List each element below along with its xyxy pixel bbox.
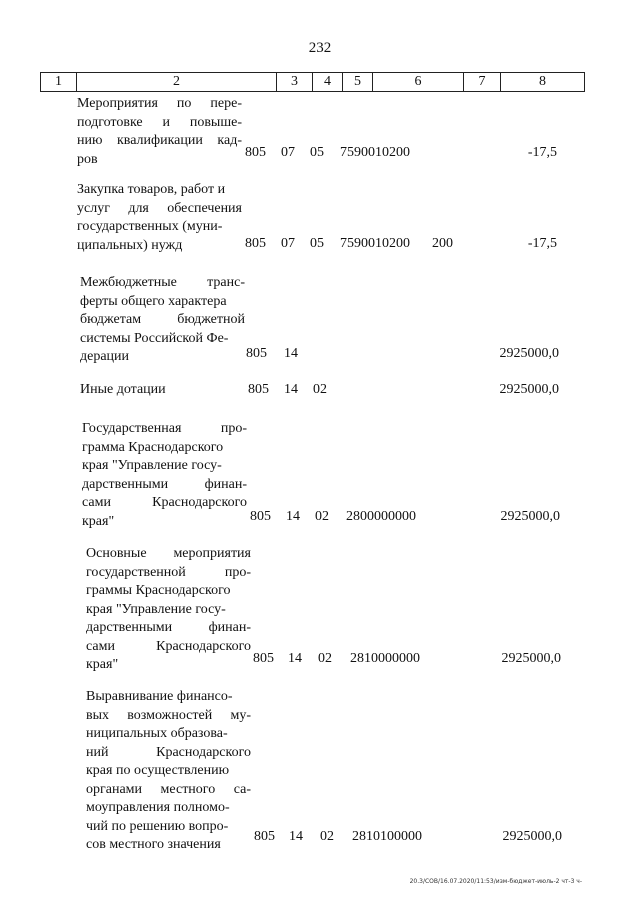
name-line: органами местного са- [86, 781, 251, 797]
cell-target-article: 2800000000 [346, 509, 416, 524]
cell-amount: 2925000,0 [499, 346, 559, 361]
header-col-2: 2 [77, 73, 277, 91]
cell-grbs: 805 [248, 382, 269, 397]
cell-target-article: 2810100000 [352, 829, 422, 844]
footer-file-stamp: 20.3/СОВ/16.07.2020/11:53/изм-бюджет-июль-2 чт-3 ч- [409, 878, 582, 885]
cell-subsection: 02 [318, 651, 332, 666]
name-line: дерации [80, 349, 130, 364]
name-line: края" [86, 657, 119, 672]
name-line: Мероприятия по пере- [77, 96, 242, 111]
cell-amount: 2925000,0 [499, 382, 559, 397]
name-line: края по осуществлению [86, 763, 230, 778]
name-line: вых возможностей му- [86, 707, 251, 723]
cell-section: 14 [286, 509, 300, 524]
name-line: края" [82, 513, 115, 529]
row-name [80, 381, 245, 400]
cell-section: 14 [284, 382, 298, 397]
name-line: бюджетам бюджетной [80, 312, 245, 327]
cell-section: 14 [289, 829, 303, 844]
name-line: ниципальных образова- [86, 726, 228, 741]
name-line: государственной про- [86, 564, 251, 580]
cell-subsection: 02 [320, 829, 334, 844]
table-header [40, 72, 585, 92]
row-name [86, 688, 251, 855]
cell-target-article: 7590010200 [340, 145, 410, 160]
row-name [77, 181, 242, 255]
cell-grbs: 805 [254, 829, 275, 844]
name-line: услуг для обеспечения [77, 200, 242, 216]
cell-amount: -17,5 [527, 145, 557, 160]
cell-subsection: 02 [315, 509, 329, 524]
name-line: моуправления полномо- [86, 800, 230, 815]
cell-amount: -17,5 [527, 236, 557, 251]
name-line: Закупка товаров, работ и [77, 182, 226, 197]
name-line: дарственными финан- [86, 620, 251, 635]
name-line: Межбюджетные транс- [80, 275, 245, 290]
name-line: дарственными финан- [82, 476, 247, 492]
name-line: Выравнивание финансо- [86, 689, 233, 704]
cell-grbs: 805 [246, 346, 267, 361]
header-col-6: 6 [373, 73, 464, 91]
cell-amount: 2925000,0 [501, 651, 561, 666]
name-line: края "Управление госу- [82, 458, 222, 473]
cell-grbs: 805 [253, 651, 274, 666]
name-line: нию квалификации кад- [77, 133, 242, 148]
page-number: 232 [308, 40, 332, 56]
header-col-7: 7 [464, 73, 501, 91]
header-col-5: 5 [343, 73, 373, 91]
row-name [82, 420, 247, 531]
cell-section: 14 [284, 346, 298, 361]
cell-target-article: 2810000000 [350, 651, 420, 666]
name-line: ципальных) нужд [77, 237, 183, 253]
cell-grbs: 805 [250, 509, 271, 524]
cell-expense-type: 200 [432, 236, 453, 251]
name-line: системы Российской Фе- [80, 330, 229, 346]
row-name [77, 95, 242, 169]
cell-subsection: 05 [310, 145, 324, 160]
cell-section: 14 [288, 651, 302, 666]
cell-subsection: 02 [313, 382, 327, 397]
name-line: подготовке и повыше- [77, 114, 242, 130]
name-line: граммы Краснодарского [86, 583, 231, 598]
cell-grbs: 805 [245, 236, 266, 251]
name-line: ний Краснодарского [86, 744, 251, 760]
name-line: Государственная про- [82, 421, 247, 436]
cell-amount: 2925000,0 [502, 829, 562, 844]
name-line: государственных (муни- [77, 219, 223, 234]
cell-grbs: 805 [245, 145, 266, 160]
cell-target-article: 7590010200 [340, 236, 410, 251]
header-col-4: 4 [313, 73, 343, 91]
name-line: ров [77, 151, 98, 167]
cell-section: 07 [281, 145, 295, 160]
cell-amount: 2925000,0 [500, 509, 560, 524]
header-col-1: 1 [41, 73, 77, 91]
name-line: сами Краснодарского [82, 495, 247, 510]
row-name [80, 274, 245, 367]
name-line: Иные дотации [80, 382, 166, 397]
row-name [86, 545, 251, 675]
name-line: сов местного значения [86, 837, 221, 852]
name-line: чий по решению вопро- [86, 818, 229, 834]
name-line: Основные мероприятия [86, 546, 251, 561]
name-line: края "Управление госу- [86, 601, 226, 617]
header-col-3: 3 [277, 73, 313, 91]
name-line: ферты общего характера [80, 293, 227, 309]
cell-subsection: 05 [310, 236, 324, 251]
name-line: грамма Краснодарского [82, 439, 224, 455]
cell-section: 07 [281, 236, 295, 251]
name-line: сами Краснодарского [86, 638, 251, 654]
header-col-8: 8 [539, 74, 546, 89]
